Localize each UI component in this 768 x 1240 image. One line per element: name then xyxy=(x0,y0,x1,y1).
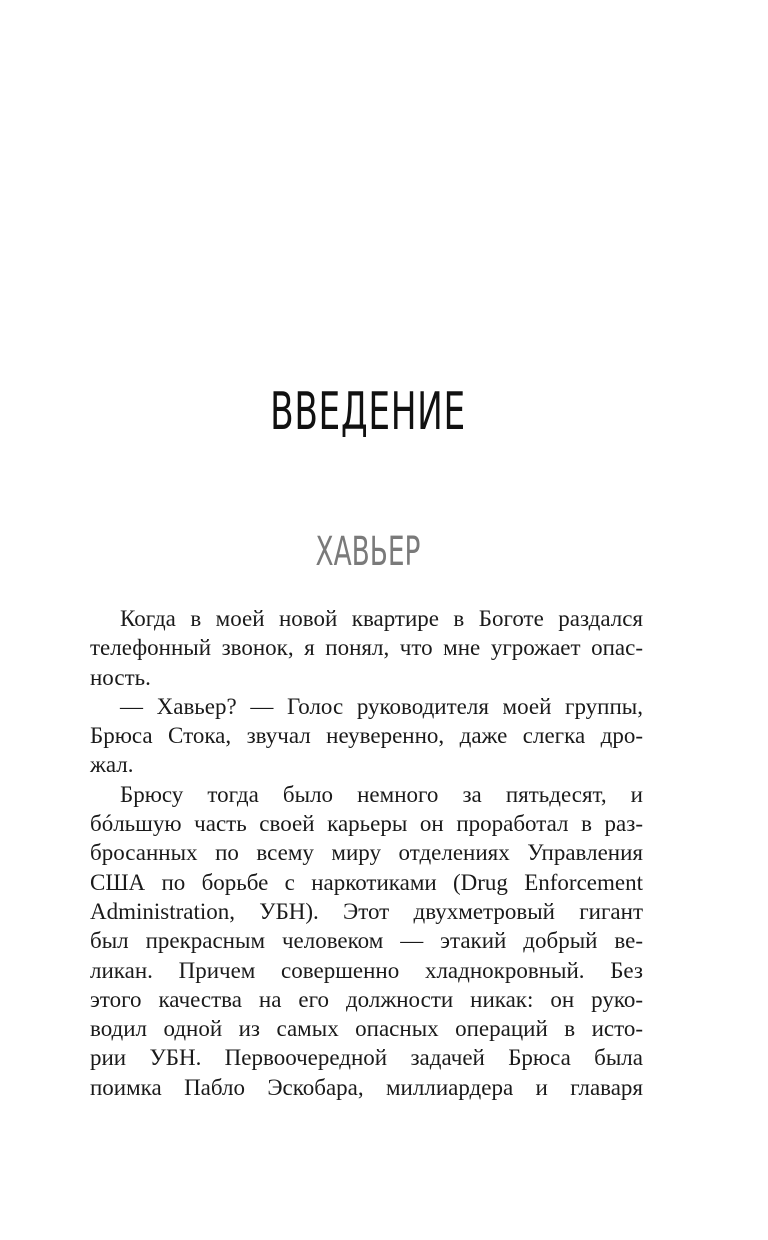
text-line: поимка Пабло Эскобара, миллиардера и главаря xyxy=(90,1074,643,1100)
text-line: телефонный звонок, я понял, что мне угрожает опас- xyxy=(90,635,643,661)
text-line: Брюсу тогда было немного за пятьдесят, и xyxy=(120,781,643,807)
text-line: был прекрасным человеком — этакий добрый ве- xyxy=(90,928,643,954)
text-line: — Хавьер? — Голос руководителя моей группы, xyxy=(120,693,643,719)
paragraph-3 xyxy=(90,780,643,1102)
text-line: Когда в моей новой квартире в Боготе раздался xyxy=(120,606,643,631)
text-line: Брюса Стока, звучал неуверенно, даже слегка дро- xyxy=(90,723,643,749)
text-line: ликан. Причем совершенно хладнокровный. Без xyxy=(90,957,643,983)
text-line: ность. xyxy=(90,664,151,690)
paragraph-1 xyxy=(90,604,643,692)
paragraph-2 xyxy=(90,692,643,780)
text-line: рии УБН. Первоочередной задачей Брюса была xyxy=(90,1045,643,1071)
text-line: жал. xyxy=(90,752,134,778)
text-line: водил одной из самых опасных операций в исто- xyxy=(90,1016,643,1042)
chapter-title: ВВЕДЕНИЕ xyxy=(270,382,466,442)
text-line: бросанных по всему миру отделениях Управления xyxy=(90,840,643,866)
section-title: ХАВЬЕР xyxy=(315,529,421,575)
body-text xyxy=(90,604,643,1102)
text-line: Administration, УБН). Этот двухметровый гигант xyxy=(90,898,643,924)
text-line: этого качества на его должности никак: он руко- xyxy=(90,986,643,1012)
text-line: США по борьбе с наркотиками (Drug Enforcement xyxy=(90,869,643,895)
text-line: бóльшую часть своей карьеры он проработал в раз- xyxy=(90,811,643,837)
